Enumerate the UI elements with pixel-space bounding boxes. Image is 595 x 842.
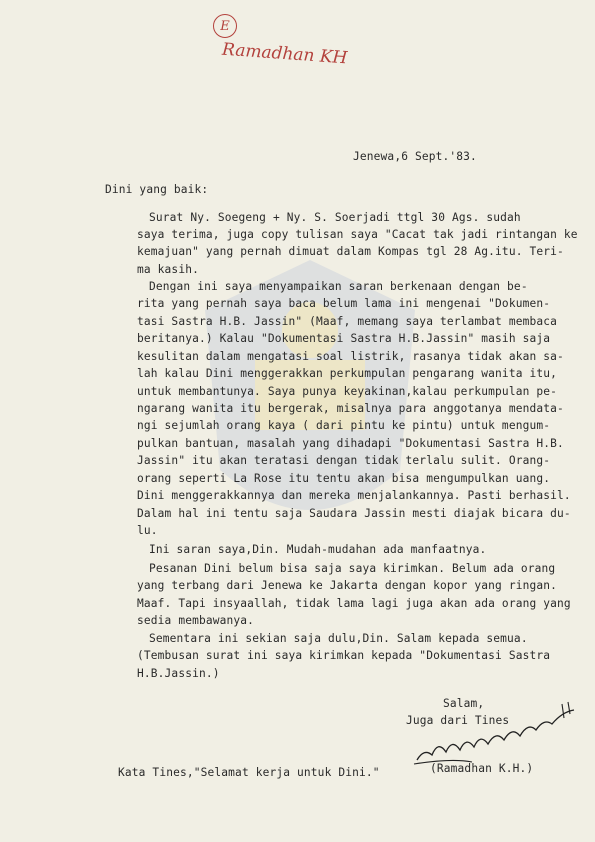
letter-closing: Salam, <box>443 697 485 710</box>
letter-closing-from: Juga dari Tines <box>406 714 510 727</box>
body-line: rita yang pernah saya baca belum lama ini mengenai "Dokumen- <box>137 297 551 310</box>
body-line: kemajuan" yang pernah dimuat dalam Kompas tgl 28 Ag.itu. Teri- <box>137 245 564 258</box>
letter-salutation: Dini yang baik: <box>105 183 209 196</box>
body-line: Surat Ny. Soegeng + Ny. S. Soerjadi ttgl 30 Ags. sudah <box>149 211 521 224</box>
body-line: ngi sejumlah orang kaya ( dari pintu ke pintu) untuk mengum- <box>137 419 551 432</box>
body-line: Sementara ini sekian saja dulu,Din. Salam kepada semua. <box>149 632 528 645</box>
body-line: Dengan ini saya menyampaikan saran berkenaan dengan be- <box>149 280 528 293</box>
body-line: untuk membantunya. Saya punya keyakinan,kalau perkumpulan pe- <box>137 385 558 398</box>
body-line: Dalam hal ini tentu saja Saudara Jassin mesti diajak bicara du- <box>137 507 571 520</box>
handwritten-name-annotation: Ramadhan KH <box>221 39 348 69</box>
letter-signer: (Ramadhan K.H.) <box>430 762 534 775</box>
body-line: saya terima, juga copy tulisan saya "Cacat tak jadi rintangan ke <box>137 228 578 241</box>
body-line: ma kasih. <box>137 263 199 276</box>
body-line: orang seperti La Rose itu tentu akan bisa mengumpulkan uang. <box>137 472 551 485</box>
body-line: Pesanan Dini belum bisa saja saya kirimkan. Belum ada orang <box>149 562 556 575</box>
body-line: H.B.Jassin.) <box>137 667 220 680</box>
letter-date: Jenewa,6 Sept.'83. <box>353 150 477 163</box>
body-line: sedia membawanya. <box>137 614 255 627</box>
body-line: kesulitan dalam mengatasi soal listrik, rasanya tidak akan sa- <box>137 350 564 363</box>
body-line: Maaf. Tapi insyaallah, tidak lama lagi juga akan ada orang yang <box>137 597 571 610</box>
letter-postscript: Kata Tines,"Selamat kerja untuk Dini." <box>118 766 380 779</box>
body-line: ngarang wanita itu bergerak, misalnya para anggotanya mendata- <box>137 402 564 415</box>
body-line: Ini saran saya,Din. Mudah-mudahan ada manfaatnya. <box>149 543 487 556</box>
body-line: lu. <box>137 524 158 537</box>
watermark-emblem <box>185 250 435 550</box>
body-line: Dini menggerakkannya dan mereka menjalankannya. Pasti berhasil. <box>137 489 571 502</box>
body-line: beritanya.) Kalau "Dokumentasi Sastra H.B.Jassin" masih saja <box>137 332 551 345</box>
body-line: Jassin" itu akan teratasi dengan tidak terlalu sulit. Orang- <box>137 454 551 467</box>
body-line: pulkan bantuan, masalah yang dihadapi "Dokumentasi Sastra H.B. <box>137 437 564 450</box>
circled-letter-annotation: E <box>213 14 237 38</box>
body-line: (Tembusan surat ini saya kirimkan kepada "Dokumentasi Sastra <box>137 649 551 662</box>
body-line: yang terbang dari Jenewa ke Jakarta dengan kopor yang ringan. <box>137 579 558 592</box>
body-line: tasi Sastra H.B. Jassin" (Maaf, memang saya terlambat membaca <box>137 315 558 328</box>
body-line: lah kalau Dini menggerakkan perkumpulan pengarang wanita itu, <box>137 367 558 380</box>
handwritten-signature <box>412 700 582 770</box>
